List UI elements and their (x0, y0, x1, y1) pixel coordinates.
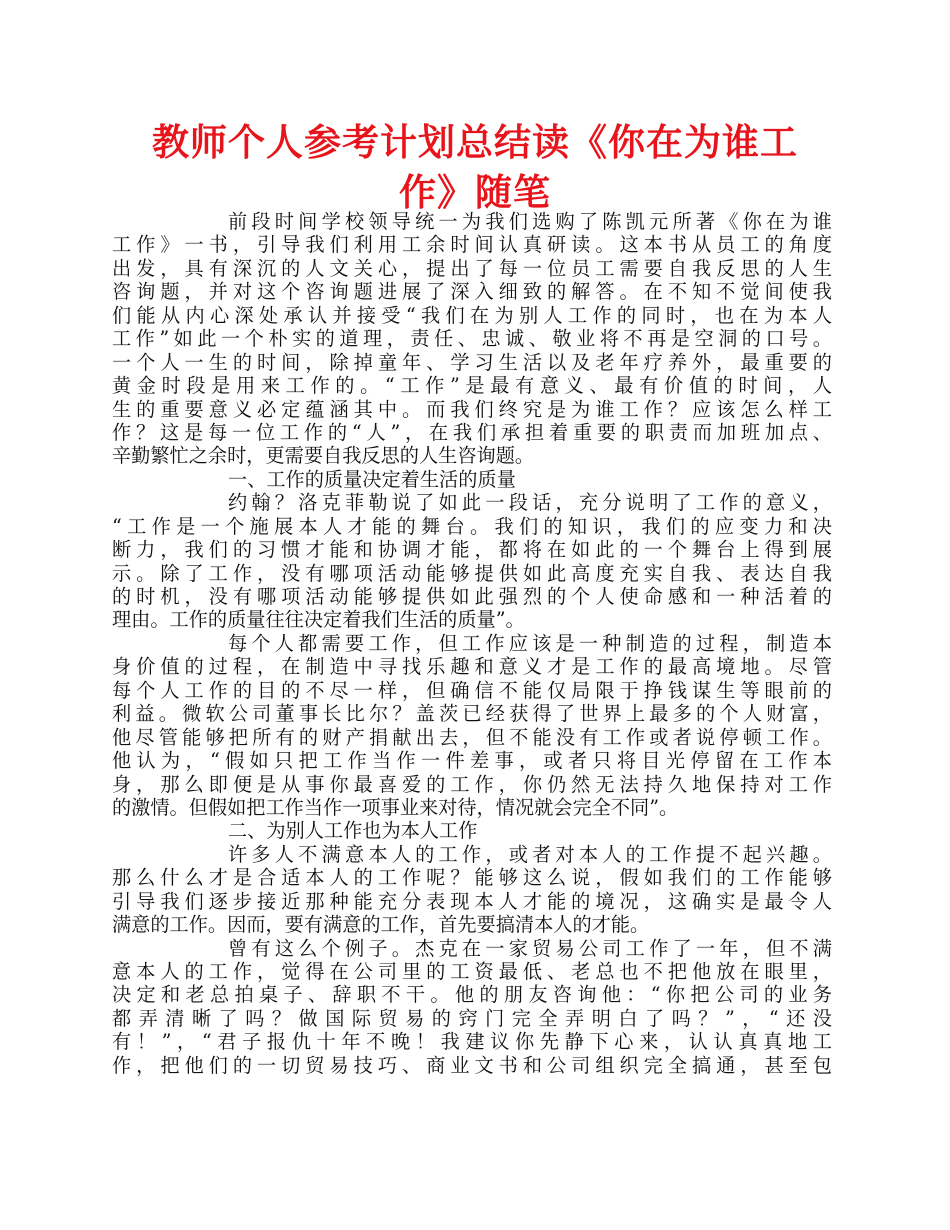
text-line: 们能从内心深处承认并接受“我们在为别人工作的同时，也在为本人 (112, 303, 832, 327)
text-line: 咨询题，并对这个咨询题进展了深入细致的解答。在不知不觉间使我 (112, 280, 832, 304)
text-line: 出发，具有深沉的人文关心，提出了每一位员工需要自我反思的人生 (112, 256, 832, 280)
document-title (110, 118, 840, 218)
text-line: 每个人工作的目的不尽一样，但确信不能仅局限于挣钱谋生等眼前的 (112, 678, 832, 702)
text-line: 约翰？洛克菲勒说了如此一段话，充分说明了工作的意义， (228, 491, 832, 515)
text-line: 满意的工作。因而，要有满意的工作，首先要搞清本人的才能。 (112, 913, 650, 937)
text-line: 一、工作的质量决定着生活的质量 (228, 467, 516, 491)
text-line: 有！”，“君子报仇十年不晚！我建议你先静下心来，认认真真地工 (112, 1030, 832, 1054)
text-line: 作？这是每一位工作的“人”，在我们承担着重要的职责而加班加点、 (112, 420, 832, 444)
text-line: 身价值的过程，在制造中寻找乐趣和意义才是工作的最高境地。尽管 (112, 655, 832, 679)
text-line: 黄金时段是用来工作的。“工作”是最有意义、最有价值的时间，人 (112, 374, 832, 398)
text-line: 曾有这么个例子。杰克在一家贸易公司工作了一年，但不满 (228, 936, 832, 960)
text-line: 的激情。但假如把工作当作一项事业来对待，情况就会完全不同”。 (112, 795, 679, 819)
text-line: “工作是一个施展本人才能的舞台。我们的知识，我们的应变力和决 (112, 514, 832, 538)
text-line: 前段时间学校领导统一为我们选购了陈凯元所著《你在为谁 (228, 210, 832, 233)
text-line: 二、为别人工作也为本人工作 (228, 819, 478, 843)
text-line: 示。除了工作，没有哪项活动能够提供如此高度充实自我、表达自我 (112, 561, 832, 585)
document-body (112, 210, 832, 1077)
text-line: 作，把他们的一切贸易技巧、商业文书和公司组织完全搞通，甚至包 (112, 1053, 832, 1077)
text-line: 他认为，“假如只把工作当作一件差事，或者只将目光停留在工作本 (112, 749, 832, 773)
title-line-2: 作》随笔 (399, 171, 551, 214)
text-line: 断力，我们的习惯才能和协调才能，都将在如此的一个舞台上得到展 (112, 538, 832, 562)
text-line: 辛勤繁忙之余时，更需要自我反思的人生咨询题。 (112, 444, 535, 468)
text-line: 引导我们逐步接近那种能充分表现本人才能的境况，这确实是最令人 (112, 889, 832, 913)
text-line: 利益。微软公司董事长比尔？盖茨已经获得了世界上最多的个人财富， (112, 702, 832, 726)
text-line: 的时机，没有哪项活动能够提供如此强烈的个人使命感和一种活着的 (112, 585, 832, 608)
text-line: 生的重要意义必定蕴涵其中。而我们终究是为谁工作？应该怎么样工 (112, 397, 832, 421)
text-line: 都弄清晰了吗？做国际贸易的窍门完全弄明白了吗？”，“还没 (112, 1006, 832, 1030)
text-line: 工作”如此一个朴实的道理，责任、忠诚、敬业将不再是空洞的口号。 (112, 327, 832, 351)
title-line-1: 教师个人参考计划总结读《你在为谁工 (152, 121, 798, 164)
text-line: 许多人不满意本人的工作，或者对本人的工作提不起兴趣。 (228, 842, 832, 866)
text-line: 理由。工作的质量往往决定着我们生活的质量”。 (112, 608, 525, 632)
text-line: 意本人的工作，觉得在公司里的工资最低、老总也不把他放在眼里， (112, 960, 832, 983)
text-line: 每个人都需要工作，但工作应该是一种制造的过程，制造本 (228, 631, 832, 655)
text-line: 那么什么才是合适本人的工作呢？能够这么说，假如我们的工作能够 (112, 866, 832, 890)
text-line: 一个人一生的时间，除掉童年、学习生活以及老年疗养外，最重要的 (112, 350, 832, 374)
text-line: 决定和老总拍桌子、辞职不干。他的朋友咨询他：“你把公司的业务 (112, 983, 832, 1007)
text-line: 他尽管能够把所有的财产捐献出去，但不能没有工作或者说停顿工作。 (112, 725, 832, 749)
text-line: 工作》一书，引导我们利用工余时间认真研读。这本书从员工的角度 (112, 233, 832, 257)
text-line: 身，那么即便是从事你最喜爱的工作，你仍然无法持久地保持对工作 (112, 772, 832, 796)
